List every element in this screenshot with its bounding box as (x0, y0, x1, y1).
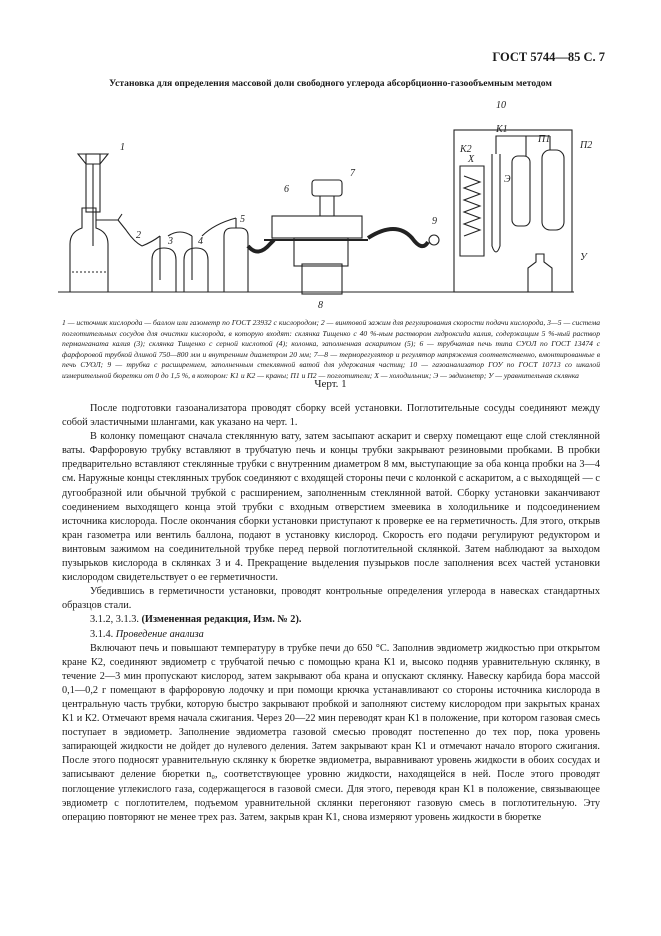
section-title: Проведение анализа (115, 628, 204, 640)
label-E: Э (504, 174, 511, 185)
label-7: 7 (350, 168, 355, 179)
label-8: 8 (318, 300, 323, 311)
label-P2: П2 (580, 140, 593, 151)
label-4: 4 (198, 236, 203, 247)
amendment-note: (Измененная редакция, Изм. № 2). (141, 614, 302, 626)
page-header: ГОСТ 5744—85 С. 7 (492, 50, 605, 64)
clause-number: 3.1.2, 3.1.3. (90, 614, 139, 626)
label-10: 10 (496, 100, 506, 111)
clause-number: 3.1.4. (90, 628, 114, 640)
label-K1: К1 (496, 124, 508, 135)
label-U: У (580, 252, 587, 263)
figure-number: Черт. 1 (314, 378, 347, 390)
label-1: 1 (120, 142, 125, 153)
label-9: 9 (432, 216, 437, 227)
label-5: 5 (240, 214, 245, 225)
paragraph-column: В колонку помещают сначала стеклянную вату, затем засыпают аскарит и сверху помещают еще слой стеклянной ваты. Фарфоровую трубку вставляют в трубчатую печь и концы трубки закрывают резиновыми пробками. В пробки предварительно вставляют стеклянные трубки с внутренним диаметром 8 мм, выступающие за оба конца пробки на 3—4 см. Наружные концы стеклянных трубок соединяют с входящей стороны печи с колонкой с аскаритом, а с выходящей — с дугообразной или обычной трубкой с расширением, заполненным стеклянной ватой. Сборку установки заканчивают соединением выходящего конца этой трубки с входным отверстием змеевика в холодильнике и подсоединением источника кислорода. После окончания сборки установки приступают к проверке ее на герметичность. Для этого, открыв кран газометра или вентиль баллона, подают в установку кислород. Скорость его подачи регулируют редуктором и винтовым зажимом на соединительной трубке перед первой поглотительной склянкой. Затем наблюдают за выходом пузырьков кислорода в склянках 3 и 4. Прекращение выделения пузырьков после заполнения всех частей установки кислородом свидетельствует о ее герметичности. (62, 431, 600, 584)
paragraph-control: Убедившись в герметичности установки, проводят контрольные определения углерода в навесках стандартных образцов стали. (62, 586, 600, 612)
figure-legend: 1 — источник кислорода — баллон или газометр по ГОСТ 23932 с кислородом; 2 — винтовой зажим для регулирования скорости подачи кислорода, 3—5 — система поглотительных сосудов для очистки кислорода, в которую входят: склянка Тищенко с 40 %-ным раствором гидроксида калия, содержащим 5 %-ный раствор перманганата калия (3); склянка Тищенко с серной кислотой (4); колонка, заполненная аскаритом (5); 6 — трубчатая печь типа СУОЛ по ГОСТ 13474 с фарфоровой трубкой длиной 750—800 мм и внутренним диаметром 20 мм; 7—8 — терморегулятор и регулятор напряжения соответственно, вмонтированные в печь СУОЛ; 9 — трубка с расширением, заполненным стеклянной ватой для удержания частиц; 10 — газоанализатор ГОУ по ГОСТ 10713 со шкалой измерительной бюретки от 0 до 1,5 %, в котором: К1 и К2 — краны; П1 и П2 — поглотители; Х — холодильник; Э — эвдиометр; У — уравнительная склянка (62, 318, 600, 380)
paragraph-procedure: Включают печь и повышают температуру в трубке печи до 650 °С. Заполнив эвдиометр жидкостью при открытом кране К2, соединяют эвдиометр с трубчатой печью с помощью крана К1 и, высоко подняв уравнительную склянку, в течение 2—3 мин пропускают кислород, затем закрывают оба крана и опускают склянку. Навеску карбида бора массой 0,1—0,2 г помещают в фарфоровую лодочку и при помощи крючка устанавливают со стороны источника кислорода в центральную часть трубки, которую быстро закрывают пробкой и заполняют систему кислородом при закрытых кранах К1 и К2. Отмечают время начала сжигания. Через 20—22 мин переводят кран К1 в положение, при котором газовая смесь поступает в эвдиометр. Заполнение эвдиометра газовой смесью проводят постепенно до тех пор, пока уровень запирающей жидкости не дойдет до нулевого деления. Затем закрывают кран К1 и отмечают начало второго сжигания. После этого подносят уравнительную склянку к бюретке эвдиометра, выравнивают уровень жидкости в обоих сосудах и записывают деление бюретки n₀, соответствующее уровню жидкости, находящейся в ней. После этого проводят поглощение углекислого газа, содержащегося в газовой смеси. Для этого, переводя кран К1 в положение, связывающее эвдиометр с поглотителем, подъемом уравнительной склянки перегоняют газовую смесь в поглотительную. Эту операцию повторяют не менее трех раз. Затем, закрыв кран К1, снова измеряют уровень жидкости в бюретке (62, 642, 600, 823)
paragraph-amendment (62, 613, 600, 627)
paragraph-assembly: После подготовки газоанализатора проводят сборку всей установки. Поглотительные сосуды соединяют между собой эластичными шлангами, как указано на черт. 1. (62, 403, 600, 429)
apparatus-diagram (56, 96, 616, 314)
label-3: 3 (168, 236, 173, 247)
body-text (62, 402, 600, 825)
label-2: 2 (136, 230, 141, 241)
label-K2: К2 (460, 144, 472, 155)
paragraph-section (62, 628, 600, 642)
figure-title: Установка для определения массовой доли свободного углерода абсорбционно-газообъемным методом (109, 78, 552, 89)
label-X: Х (468, 154, 475, 165)
label-6: 6 (284, 184, 289, 195)
label-P1: П1 (538, 134, 551, 145)
